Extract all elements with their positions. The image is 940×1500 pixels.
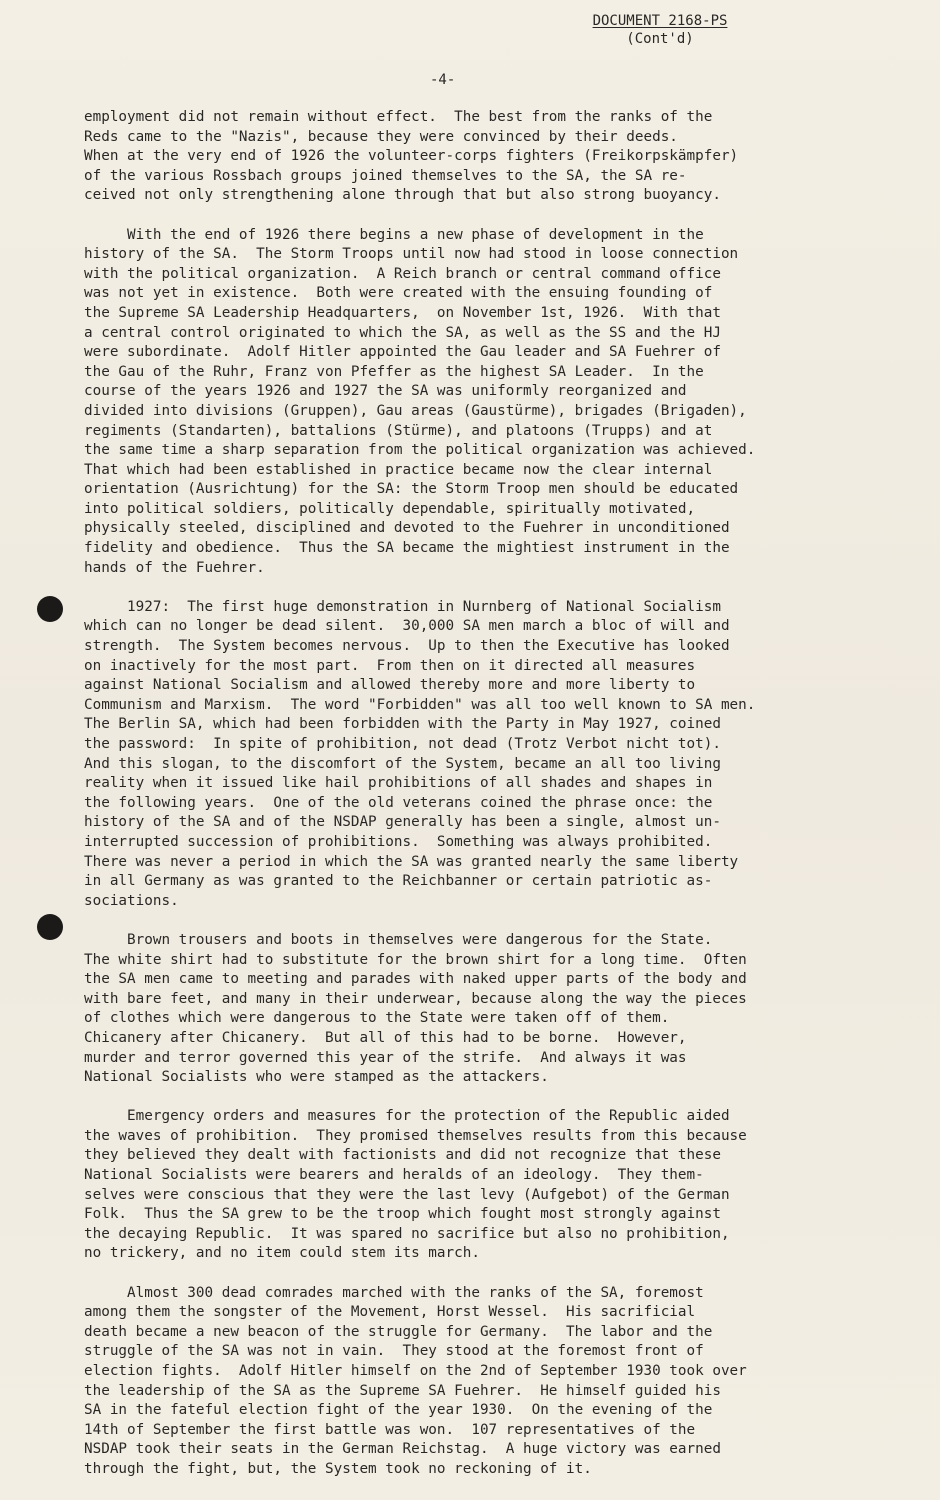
text-line: There was never a period in which the SA was granted nearly the same liberty (84, 853, 739, 870)
text-line: the decaying Republic. It was spared no sacrifice but also no prohibition, (84, 1225, 730, 1242)
text-line: against National Socialism and allowed thereby more and more liberty to (84, 677, 696, 694)
text-line: ceived not only strengthening alone through that but also strong buoyancy. (84, 187, 721, 204)
paragraph (84, 931, 864, 1088)
text-line: the same time a sharp separation from the political organization was achieved. (84, 442, 756, 459)
text-line: the following years. One of the old veterans coined the phrase once: the (84, 794, 713, 811)
text-line: And this slogan, to the discomfort of the System, became an all too living (84, 755, 721, 772)
text-line: hands of the Fuehrer. (84, 559, 265, 576)
text-line: history of the SA. The Storm Troops until now had stood in loose connection (84, 246, 739, 263)
text-line: the Gau of the Ruhr, Franz von Pfeffer as the highest SA Leader. In the (84, 363, 704, 380)
text-line: of the various Rossbach groups joined themselves to the SA, the SA re- (84, 167, 687, 184)
text-line: The Berlin SA, which had been forbidden with the Party in May 1927, coined (84, 716, 721, 733)
paragraph (84, 1107, 864, 1264)
paragraph-gap (84, 578, 864, 598)
text-line: course of the years 1926 and 1927 the SA was uniformly reorganized and (84, 383, 687, 400)
text-line: reality when it issued like hail prohibitions of all shades and shapes in (84, 775, 713, 792)
text-line: murder and terror governed this year of the strife. And always it was (84, 1049, 687, 1066)
paragraph-gap (84, 911, 864, 931)
text-line: The white shirt had to substitute for the brown shirt for a long time. Often (84, 951, 747, 968)
text-line: in all Germany as was granted to the Reichbanner or certain patriotic as- (84, 873, 713, 890)
page-number: -4- (430, 72, 456, 88)
text-line: National Socialists who were stamped as the attackers. (84, 1069, 549, 1086)
text-line: National Socialists were bearers and heralds of an ideology. They them- (84, 1167, 704, 1184)
text-line: divided into divisions (Gruppen), Gau areas (Gaustürme), brigades (Brigaden), (84, 402, 747, 419)
text-line: fidelity and obedience. Thus the SA became the mightiest instrument in the (84, 540, 730, 557)
text-line: the SA men came to meeting and parades with naked upper parts of the body and (84, 971, 747, 988)
paragraph (84, 1284, 864, 1480)
text-line: Communism and Marxism. The word "Forbidden" was all too well known to SA men. (84, 696, 756, 713)
text-line: 1927: The first huge demonstration in Nurnberg of National Socialism (84, 598, 721, 615)
text-line: were subordinate. Adolf Hitler appointed the Gau leader and SA Fuehrer of (84, 344, 721, 361)
text-line: the leadership of the SA as the Supreme SA Fuehrer. He himself guided his (84, 1382, 721, 1399)
text-line: Brown trousers and boots in themselves were dangerous for the State. (84, 931, 713, 948)
continued-label: (Cont'd) (626, 31, 694, 47)
text-line: selves were conscious that they were the last levy (Aufgebot) of the German (84, 1186, 730, 1203)
text-line: the waves of prohibition. They promised themselves results from this because (84, 1127, 747, 1144)
document-header (570, 12, 750, 48)
text-line: Folk. Thus the SA grew to be the troop which fought most strongly against (84, 1206, 721, 1223)
text-line: with the political organization. A Reich branch or central command office (84, 265, 721, 282)
text-line: strength. The System becomes nervous. Up to then the Executive has looked (84, 638, 730, 655)
text-line: physically steeled, disciplined and devoted to the Fuehrer in unconditioned (84, 520, 730, 537)
text-line: the password: In spite of prohibition, not dead (Trotz Verbot nicht tot). (84, 736, 721, 752)
text-line: sociations. (84, 892, 179, 909)
text-line: into political soldiers, politically dependable, spiritually motivated, (84, 500, 696, 517)
paragraph-gap (84, 206, 864, 226)
paragraph-gap (84, 1264, 864, 1284)
text-line: When at the very end of 1926 the volunteer-corps fighters (Freikorpskämpfer) (84, 148, 739, 165)
text-line: which can no longer be dead silent. 30,000 SA men march a bloc of will and (84, 618, 730, 635)
paragraph-gap (84, 1088, 864, 1108)
document-id: DOCUMENT 2168-PS (592, 13, 728, 29)
text-line: death became a new beacon of the struggle for Germany. The labor and the (84, 1323, 713, 1340)
paragraph (84, 108, 864, 206)
text-line: with bare feet, and many in their underwear, because along the way the pieces (84, 990, 747, 1007)
text-line: election fights. Adolf Hitler himself on the 2nd of September 1930 took over (84, 1363, 747, 1379)
document-body (84, 108, 864, 1480)
paragraph (84, 598, 864, 912)
text-line: through the fight, but, the System took no reckoning of it. (84, 1460, 592, 1477)
text-line: employment did not remain without effect. The best from the ranks of the (84, 109, 713, 125)
text-line: no trickery, and no item could stem its march. (84, 1245, 480, 1262)
text-line: Almost 300 dead comrades marched with the ranks of the SA, foremost (84, 1284, 704, 1301)
text-line: the Supreme SA Leadership Headquarters, on November 1st, 1926. With that (84, 304, 721, 321)
text-line: history of the SA and of the NSDAP generally has been a single, almost un- (84, 814, 721, 831)
text-line: That which had been established in practice became now the clear internal (84, 461, 713, 478)
text-line: on inactively for the most part. From then on it directed all measures (84, 657, 696, 674)
text-line: With the end of 1926 there begins a new phase of development in the (84, 226, 704, 243)
punch-hole (37, 914, 63, 940)
punch-hole (37, 596, 63, 622)
text-line: Emergency orders and measures for the protection of the Republic aided (84, 1108, 730, 1125)
text-line: struggle of the SA was not in vain. They stood at the foremost front of (84, 1343, 704, 1360)
text-line: regiments (Standarten), battalions (Stürme), and platoons (Trupps) and at (84, 422, 713, 439)
text-line: Chicanery after Chicanery. But all of this had to be borne. However, (84, 1029, 687, 1046)
text-line: SA in the fateful election fight of the year 1930. On the evening of the (84, 1402, 713, 1419)
text-line: NSDAP took their seats in the German Reichstag. A huge victory was earned (84, 1441, 721, 1458)
text-line: among them the songster of the Movement, Horst Wessel. His sacrificial (84, 1304, 696, 1321)
text-line: orientation (Ausrichtung) for the SA: the Storm Troop men should be educated (84, 481, 739, 498)
text-line: Reds came to the "Nazis", because they were convinced by their deeds. (84, 128, 678, 145)
text-line: of clothes which were dangerous to the State were taken off of them. (84, 1010, 670, 1027)
text-line: a central control originated to which the SA, as well as the SS and the HJ (84, 324, 721, 341)
text-line: interrupted succession of prohibitions. Something was always prohibited. (84, 833, 713, 850)
text-line: was not yet in existence. Both were created with the ensuing founding of (84, 285, 713, 302)
text-line: 14th of September the first battle was won. 107 representatives of the (84, 1421, 696, 1438)
text-line: they believed they dealt with factionists and did not recognize that these (84, 1147, 721, 1164)
paragraph (84, 226, 864, 579)
